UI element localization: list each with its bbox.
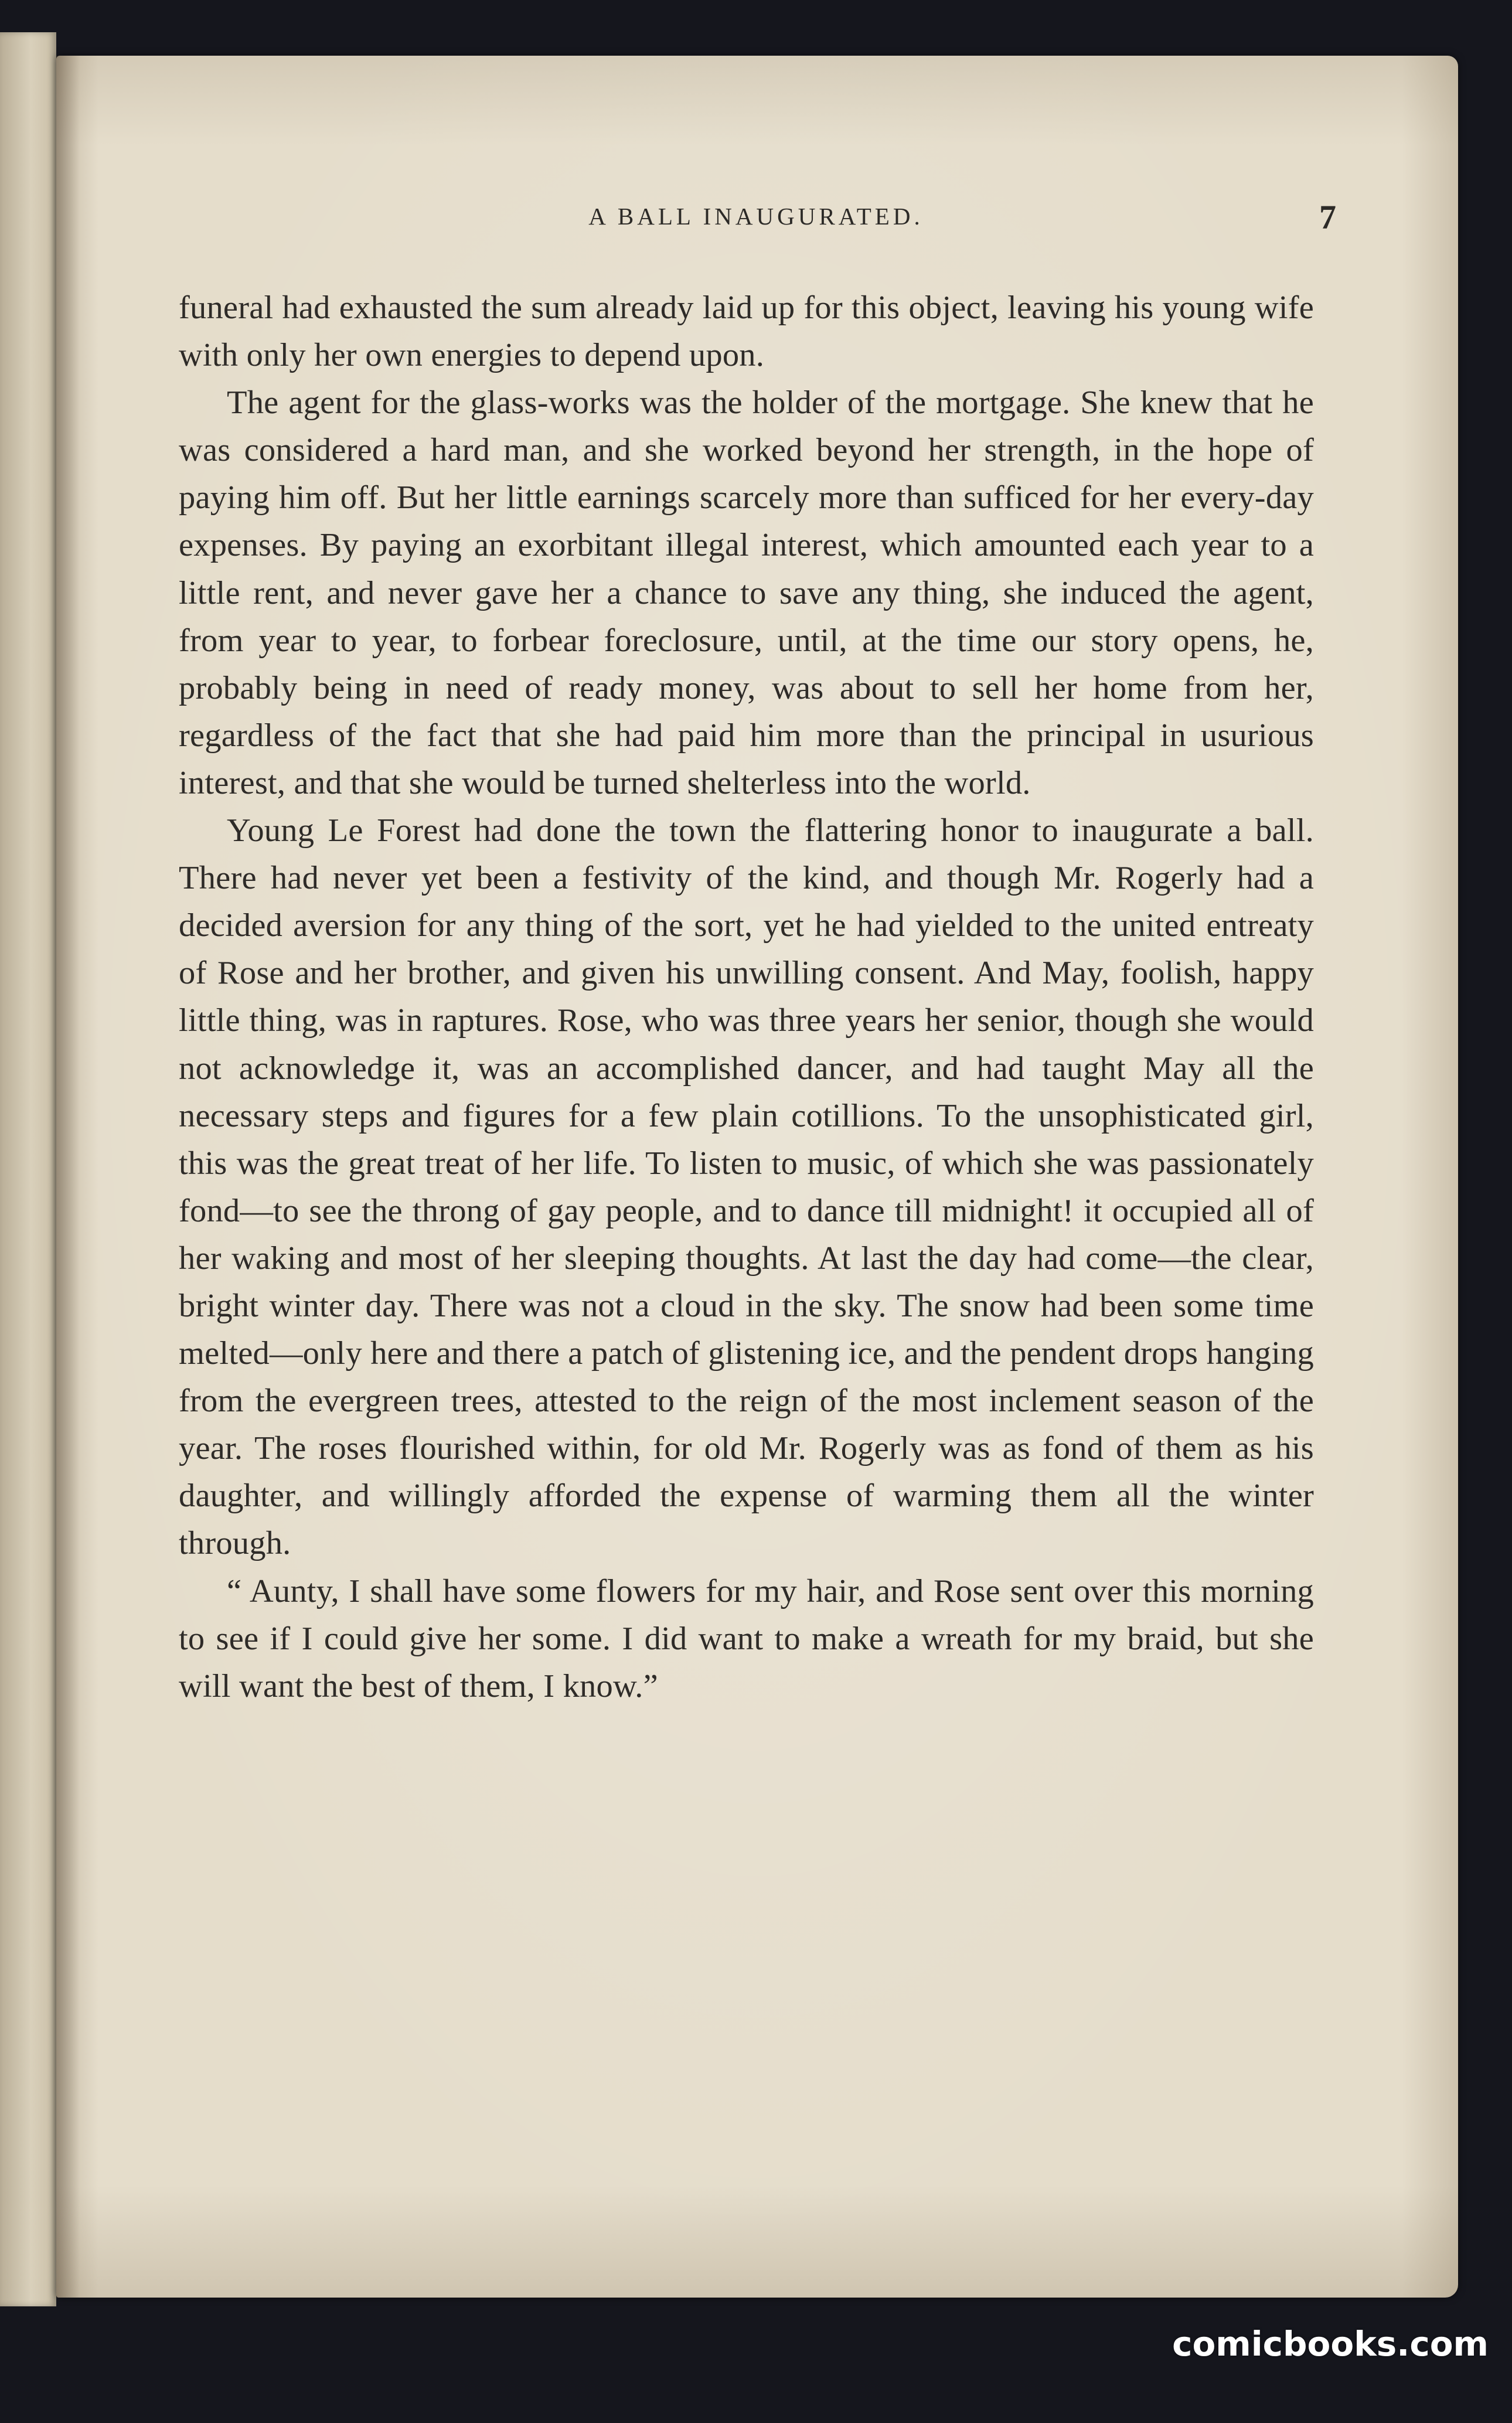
page-number: 7 <box>1319 198 1336 236</box>
paragraph-dialogue: “ Aunty, I shall have some flowers for my hair, and Rose sent over this morning to see if I could give her some. I did want to make a wreath for my braid, but she will want the best of them, I know.” <box>179 1573 1314 1704</box>
facing-page-edge <box>0 32 56 2306</box>
spine-shadow <box>56 56 80 2298</box>
body-text <box>179 284 1314 1710</box>
paragraph-continued: funeral had exhausted the sum already laid up for this object, leaving his young wife with only her own energies to depend upon. <box>179 290 1314 374</box>
paragraph-ball-inaugurated: Young Le Forest had done the town the flattering honor to inaugurate a ball. There had never yet been a festivity of the kind, and though Mr. Rogerly had a decided aversion for any thing of the sort, yet he had yielded to the united entreaty of Rose and her brother, and given his unwilling consent. And May, foolish, happy little thing, was in raptures. Rose, who was three years her senior, though she would not acknowledge it, was an accomplished dancer, and had taught May all the necessary steps and figures for a few plain cotillions. To the unsophisticated girl, this was the great treat of her life. To listen to music, of which she was passionately fond—to see the throng of gay people, and to dance till midnight! it occupied all of her waking and most of her sleeping thoughts. At last the day had come—the clear, bright winter day. There was not a cloud in the sky. The snow had been some time melted—only here and there a patch of glistening ice, and the pendent drops hanging from the evergreen trees, attested to the reign of the most inclement season of the year. The roses flourished within, for old Mr. Rogerly was as fond of them as his daughter, and willingly afforded the expense of warming them all the winter through. <box>179 812 1314 1562</box>
paragraph-agent-mortgage: The agent for the glass-works was the holder of the mortgage. She knew that he was considered a hard man, and she worked beyond her strength, in the hope of paying him off. But her little earnings scarcely more than sufficed for her every-day expenses. By paying an exorbitant illegal interest, which amounted each year to a little rent, and never gave her a chance to save any thing, she induced the agent, from year to year, to forbear foreclosure, until, at the time our story opens, he, probably being in need of ready money, was about to sell her home from her, regardless of the fact that she had paid him more than the principal in usurious interest, and that she would be turned shelterless into the world. <box>179 384 1314 801</box>
watermark: comicbooks.com <box>1172 2324 1489 2364</box>
running-head-title: A BALL INAUGURATED. <box>588 203 924 230</box>
running-head <box>176 198 1336 243</box>
